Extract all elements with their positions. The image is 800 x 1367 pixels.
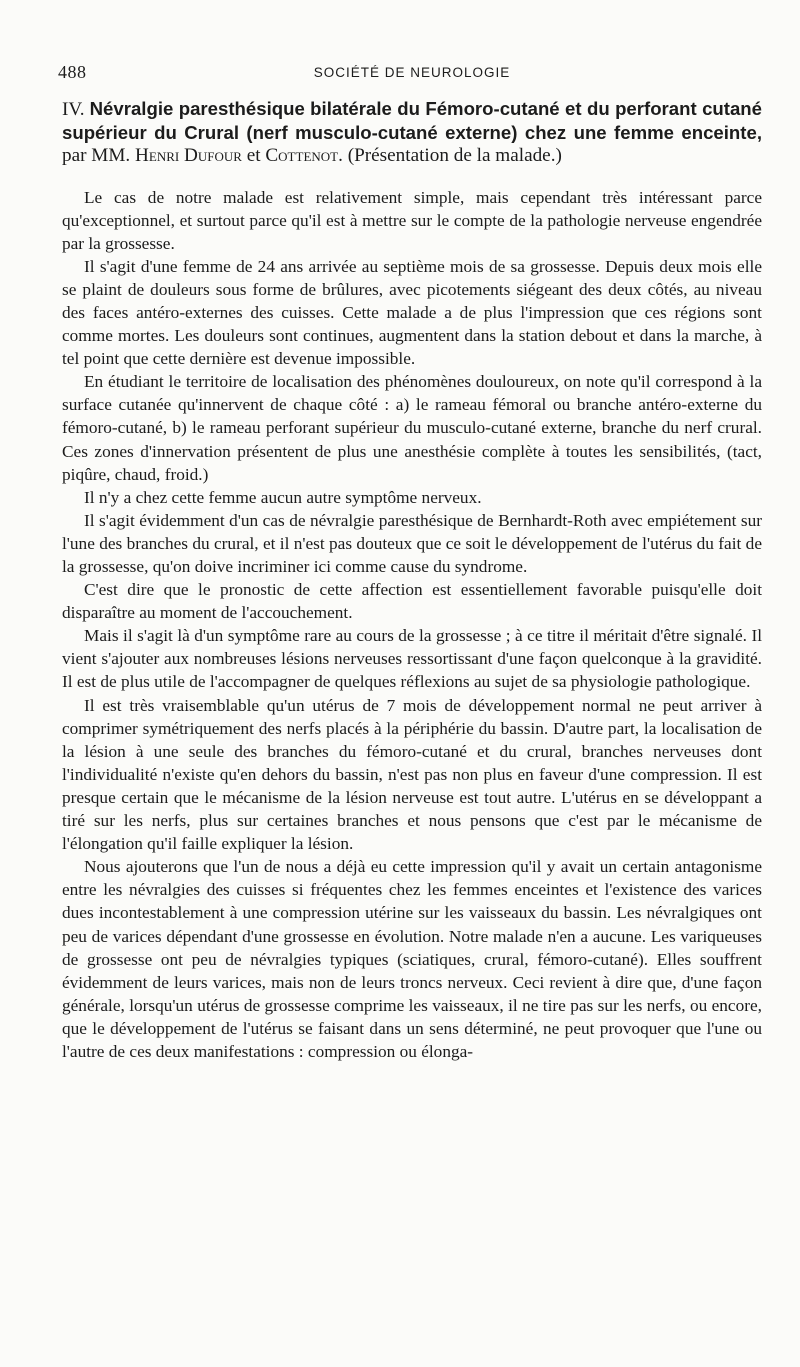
paragraph: Il s'agit d'une femme de 24 ans arrivée au septième mois de sa grossesse. Depuis deux mois elle se plaint de douleurs sous forme de brûlures, avec picotements siégeant des deux côtés, au niveau des faces antéro-externes des cuisses. Cette malade a de plus l'impression que ces régions sont comme mortes. Les douleurs sont continues, augmentent dans la station debout et dans la marche, à tel point que cette dernière est devenue impossible. [62, 256, 762, 369]
article-title [62, 98, 762, 168]
paragraph: Nous ajouterons que l'un de nous a déjà eu cette impression qu'il y avait un certain antagonisme entre les névralgies des cuisses si fréquentes chez les femmes enceintes et l'existence des varices dues incontestablement à une compression utérine sur les vaisseaux du bassin. Les névralgiques ont peu de varices dépendant d'une grossesse en évolution. Notre malade n'en a aucune. Les variqueuses de grossesse ont peu de névralgies typiques (sciatiques, crural, fémoro-cutané). Elles souffrent évidemment de leurs varices, mais non de leurs troncs nerveux. Ceci revient à dire que, d'une façon générale, lorsqu'un utérus de grossesse comprime les vaisseaux, il ne tire pas sur les nerfs, ou encore, que le développement de l'utérus se faisant dans un sens déterminé, ne peut provoquer que l'une ou l'autre de ces deux manifestations : compression ou élonga- [62, 857, 762, 1061]
paragraph: Mais il s'agit là d'un symptôme rare au cours de la grossesse ; à ce titre il méritait d'être signalé. Il vient s'ajouter aux nombreuses lésions nerveuses ressortissant d'une façon quelconque à la gravidité. Il est de plus utile de l'accompagner de quelques réflexions au sujet de sa physiologie pathologique. [62, 626, 762, 692]
page-header [58, 58, 762, 84]
paragraph: Il est très vraisemblable qu'un utérus de 7 mois de développement normal ne peut arriver à comprimer symétriquement des nerfs placés à la périphérie du bassin. D'autre part, la localisation de la lésion à une seule des branches du fémoro-cutané et du crural, branches nerveuses dont l'individualité n'existe qu'en dehors du bassin, n'est pas non plus en faveur d'une compression. Il est presque certain que le mécanisme de la lésion nerveuse est tout autre. L'utérus en se développant a tiré sur les nerfs, plus sur certaines branches et nous pensons que c'est par le mécanisme de l'élongation qu'il faille expliquer la lésion. [62, 695, 762, 854]
article-body [62, 186, 762, 1064]
article-number: IV. [62, 99, 85, 120]
paragraph: En étudiant le territoire de localisation des phénomènes douloureux, on note qu'il correspond à la surface cutanée qu'innervent de chaque côté : a) le rameau fémoral ou branche antéro-externe du fémoro-cutané, b) le rameau perforant supérieur du musculo-cutané externe, branche du nerf crural. Ces zones d'innervation présentent de plus une anesthésie complète à toutes les sensibilités, (tact, piqûre, chaud, froid.) [62, 372, 762, 484]
paragraph: Le cas de notre malade est relativement simple, mais cependant très intéressant parce qu'exceptionnel, et surtout parce qu'il est à mettre sur le compte de la pathologie nerveuse engendrée par la grossesse. [62, 187, 762, 253]
author-conj: et [246, 145, 261, 166]
page-number: 488 [58, 62, 87, 82]
presentation-note: (Présentation de la malade.) [347, 145, 562, 166]
paragraph: Il s'agit évidemment d'un cas de névralgie paresthésique de Bernhardt-Roth avec empiétement sur l'une des branches du crural, et il n'est pas douteux que ce soit le développement de l'utérus du fait de la grossesse, qu'on doive incriminer ici comme cause du syndrome. [62, 510, 762, 576]
paragraph: Il n'y a chez cette femme aucun autre symptôme nerveux. [84, 487, 482, 507]
author-1: Henri Dufour [135, 145, 242, 166]
author-2: Cottenot. [265, 145, 343, 166]
running-head: SOCIÉTÉ DE NEUROLOGIE [313, 65, 511, 80]
article-by: par MM. [62, 145, 131, 166]
article-title-bold: Névralgie paresthésique bilatérale du Fémoro-cutané et du perforant cutané supérieur du Crural (nerf musculo-cutané externe) chez une femme enceinte, [62, 98, 763, 143]
paragraph: C'est dire que le pronostic de cette affection est essentiellement favorable puisqu'elle doit disparaître au moment de l'accouchement. [62, 580, 762, 623]
